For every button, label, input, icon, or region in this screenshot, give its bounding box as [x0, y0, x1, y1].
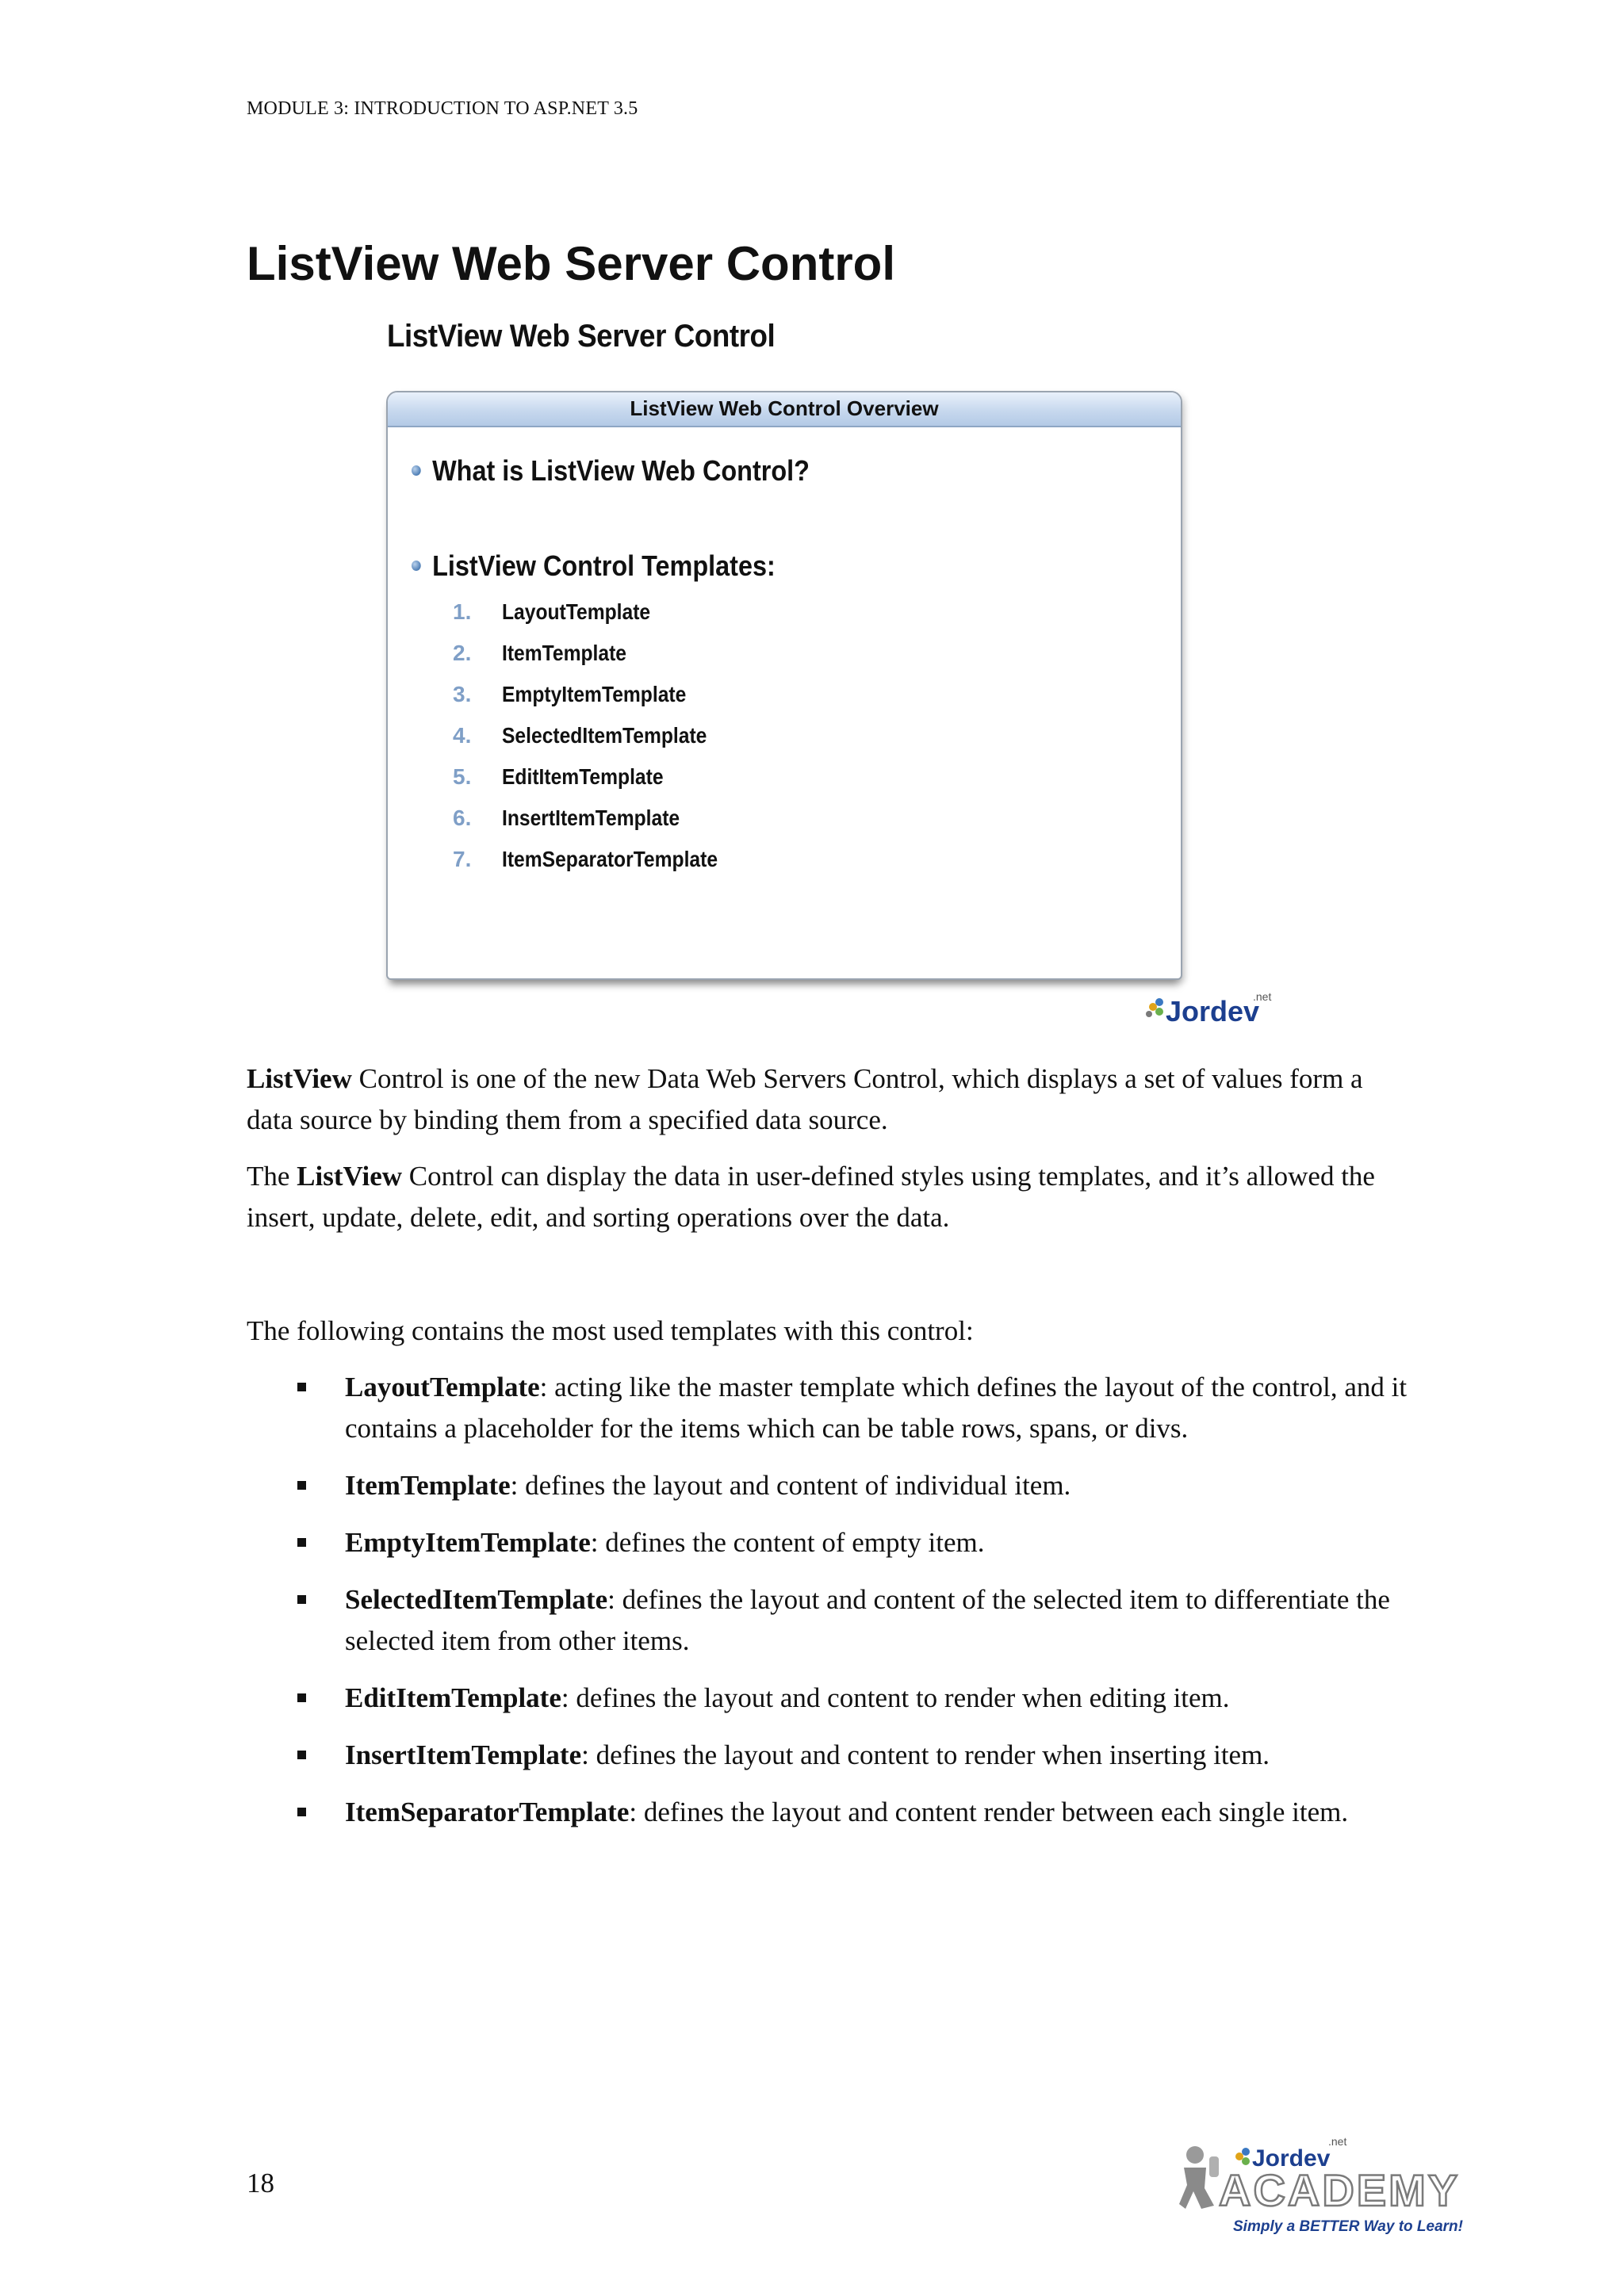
- slide-title: ListView Web Server Control: [387, 319, 776, 354]
- paragraph-text: Control is one of the new Data Web Servers Control, which displays a set of values form a data source by binding them from a specified data source.: [247, 1063, 1363, 1135]
- template-term: ItemTemplate: [345, 1470, 511, 1501]
- template-term: EditItemTemplate: [345, 1682, 561, 1713]
- running-header: MODULE 3: INTRODUCTION TO ASP.NET 3.5: [247, 98, 638, 119]
- slide-template-name: EditItemTemplate: [502, 764, 664, 789]
- jordev-academy-logo: [1178, 2133, 1503, 2236]
- square-bullet-icon: [297, 1693, 306, 1702]
- template-desc: : defines the content of empty item.: [590, 1527, 985, 1558]
- square-bullet-icon: [297, 1751, 306, 1759]
- paragraph: [247, 1156, 1396, 1238]
- academy-figure-icon: [1179, 2146, 1219, 2209]
- templates-description-list: [297, 1367, 1408, 1849]
- slide-template-number: 7.: [453, 847, 472, 871]
- slide-template-name: LayoutTemplate: [502, 599, 651, 624]
- slide-template-number: 6.: [453, 806, 472, 830]
- paragraph: The following contains the most used templates with this control:: [247, 1315, 974, 1346]
- list-item: [297, 1367, 1408, 1449]
- slide-template-name: ItemTemplate: [502, 641, 627, 665]
- list-item: [297, 1678, 1408, 1719]
- bold-term: ListView: [247, 1063, 352, 1094]
- academy-word: ACADEMY: [1219, 2165, 1461, 2215]
- slide-template-number: 5.: [453, 764, 472, 789]
- list-item: [297, 1579, 1408, 1662]
- slide-template-list: [453, 601, 747, 890]
- bold-term: ListView: [297, 1161, 403, 1192]
- slide-template-name: EmptyItemTemplate: [502, 682, 687, 706]
- jordev-logo-text: Jordev: [1166, 995, 1260, 1027]
- slide-template-number: 3.: [453, 682, 472, 706]
- slide-bullet-text: ListView Control Templates:: [432, 549, 776, 582]
- template-desc: : defines the layout and content render between each single item.: [629, 1797, 1349, 1827]
- bullet-dot-icon: [412, 561, 421, 571]
- slide-template-name: ItemSeparatorTemplate: [502, 847, 718, 871]
- slide-template-name: InsertItemTemplate: [502, 806, 680, 830]
- academy-brand-sup: .net: [1328, 2135, 1347, 2148]
- slide-template-number: 2.: [453, 641, 472, 665]
- square-bullet-icon: [297, 1595, 306, 1604]
- paragraph-text: Control can display the data in user-defined styles using templates, and it’s allowed the insert, update, delete, edit, and sorting operations over the data.: [247, 1161, 1375, 1233]
- academy-tagline: Simply a BETTER Way to Learn!: [1233, 2218, 1463, 2235]
- template-term: SelectedItemTemplate: [345, 1584, 608, 1615]
- academy-brand-text: Jordev: [1252, 2145, 1331, 2172]
- slide-template-item: [453, 807, 747, 848]
- paragraph-prefix: The: [247, 1161, 297, 1192]
- slide-template-item: [453, 642, 747, 683]
- list-item: [297, 1792, 1408, 1833]
- slide-panel: [386, 391, 1182, 980]
- slide-template-item: [453, 683, 747, 725]
- slide-template-number: 1.: [453, 599, 472, 624]
- template-desc: : defines the layout and content of the selected item to differentiate the selected item from other items.: [345, 1584, 1390, 1656]
- slide-template-item: [453, 725, 747, 766]
- template-term: EmptyItemTemplate: [345, 1527, 591, 1558]
- page-number: 18: [247, 2168, 274, 2198]
- slide-panel-header: ListView Web Control Overview: [388, 392, 1181, 427]
- template-term: LayoutTemplate: [345, 1372, 540, 1402]
- paragraph: [247, 1058, 1396, 1141]
- list-item: [297, 1735, 1408, 1776]
- template-term: InsertItemTemplate: [345, 1739, 582, 1770]
- slide-bullet-text: What is ListView Web Control?: [432, 454, 810, 487]
- template-desc: : defines the layout and content of individual item.: [510, 1470, 1071, 1501]
- list-item: [297, 1522, 1408, 1563]
- slide-template-item: [453, 848, 747, 890]
- template-term: ItemSeparatorTemplate: [345, 1797, 630, 1827]
- page-title: ListView Web Server Control: [247, 237, 895, 290]
- slide-template-name: SelectedItemTemplate: [502, 723, 707, 748]
- jordev-flower-icon: [1235, 2148, 1250, 2165]
- square-bullet-icon: [297, 1538, 306, 1547]
- slide-bullet: [412, 549, 776, 583]
- square-bullet-icon: [297, 1383, 306, 1391]
- square-bullet-icon: [297, 1481, 306, 1490]
- slide-bullet: [412, 454, 810, 488]
- slide-template-number: 4.: [453, 723, 472, 748]
- bullet-dot-icon: [412, 465, 421, 476]
- jordev-logo-sup: .net: [1253, 990, 1272, 1003]
- template-desc: : defines the layout and content to render when editing item.: [561, 1682, 1230, 1713]
- template-desc: : acting like the master template which defines the layout of the control, and it contains a placeholder for the items which can be table rows, spans, or divs.: [345, 1372, 1408, 1444]
- slide-template-item: [453, 601, 747, 642]
- square-bullet-icon: [297, 1808, 306, 1816]
- jordev-flower-icon: [1146, 998, 1163, 1017]
- list-item: [297, 1465, 1408, 1506]
- jordev-logo: [1142, 989, 1277, 1029]
- slide-template-item: [453, 766, 747, 807]
- template-desc: : defines the layout and content to render when inserting item.: [581, 1739, 1270, 1770]
